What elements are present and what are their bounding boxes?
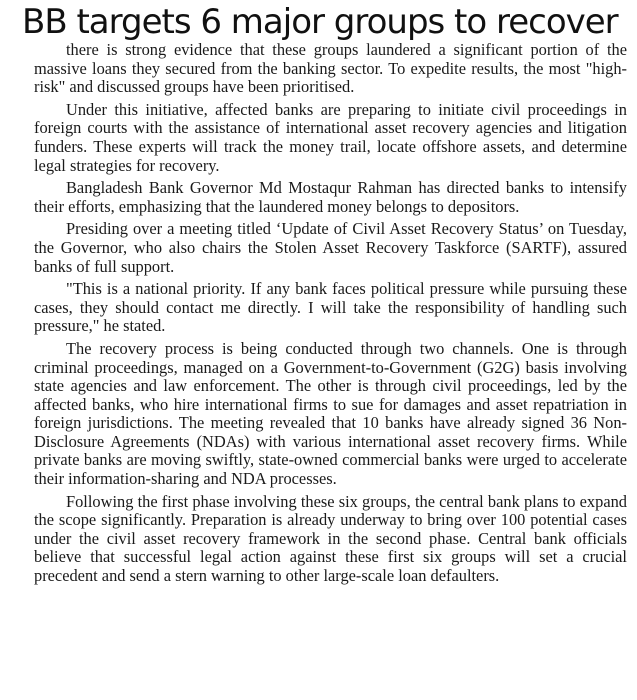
article-paragraph: there is strong evidence that these groups laundered a significant portion of the massive loans they secured from the banking sector. To expedite results, the most "high-risk" and discussed groups have been prioritised. [34, 40, 627, 97]
article-paragraph: Under this initiative, affected banks are preparing to initiate civil proceedings in foreign courts with the assistance of international asset recovery agencies and litigation funders. These experts will track the money trail, locate offshore assets, and determine legal strategies for recovery. [34, 99, 627, 175]
article-paragraph: Presiding over a meeting titled ‘Update of Civil Asset Recovery Status’ on Tuesday, the Governor, who also chairs the Stolen Asset Recovery Taskforce (SARTF), assured banks of full support. [34, 219, 627, 276]
article-body [34, 41, 627, 590]
article-paragraph: Bangladesh Bank Governor Md Mostaqur Rahman has directed banks to intensify their efforts, emphasizing that the laundered money belongs to depositors. [34, 178, 627, 216]
article-paragraph: Following the first phase involving these six groups, the central bank plans to expand the scope significantly. Preparation is already underway to bring over 100 potential cases under the civil asset recovery framework in the second phase. Central bank officials believe that successful legal action against these first six groups will set a crucial precedent and send a stern warning to other large-scale loan defaulters. [34, 491, 627, 586]
headline: BB targets 6 major groups to recover [22, 2, 618, 42]
article-paragraph: The recovery process is being conducted through two channels. One is through criminal proceedings, managed on a Government-to-Government (G2G) basis involving state agencies and law enforcement. The other is through civil proceedings, led by the affected banks, who hire international firms to sue for damages and asset repatriation in foreign jurisdictions. The meeting revealed that 10 banks have already signed 36 Non-Disclosure Agreements (NDAs) with various international asset recovery firms. While private banks are moving swiftly, state-owned commercial banks were urged to accelerate their information-sharing and NDA processes. [34, 338, 627, 489]
article-paragraph: "This is a national priority. If any bank faces political pressure while pursuing these cases, they should contact me directly. I will take the responsibility of handling such pressure," he stated. [34, 279, 627, 336]
